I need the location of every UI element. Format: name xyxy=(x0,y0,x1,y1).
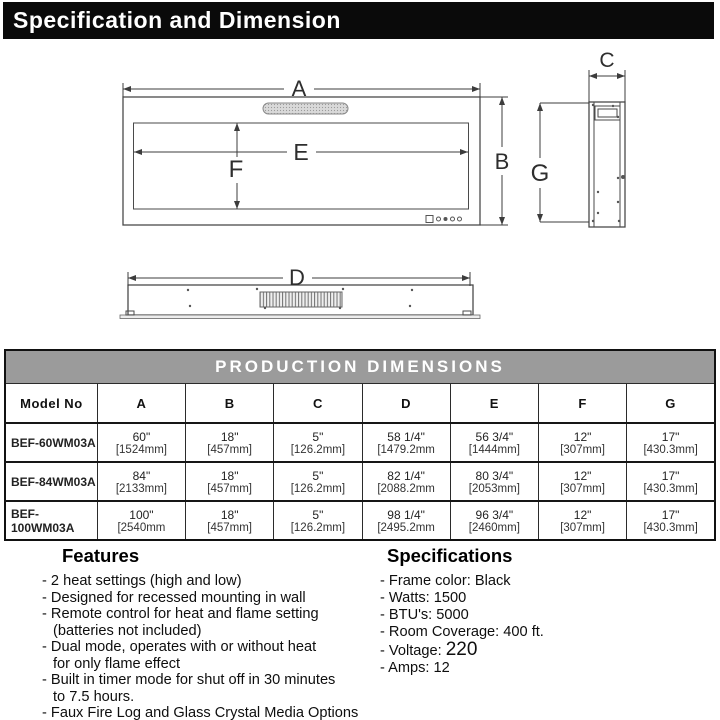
dim-cell: 84" [2133mm] xyxy=(97,462,185,501)
feature-item: - Designed for recessed mounting in wall xyxy=(42,589,306,606)
spec-item: - BTU's: 5000 xyxy=(380,607,469,623)
dim-label-F: F xyxy=(228,156,244,183)
dim-cell: 18" [457mm] xyxy=(186,501,274,540)
dim-cell: 96 3/4" [2460mm] xyxy=(450,501,538,540)
side-view xyxy=(589,102,625,227)
dim-cell: 60" [1524mm] xyxy=(97,423,185,462)
col-header-c: C xyxy=(274,384,362,424)
features-list xyxy=(42,573,380,720)
table-title-row xyxy=(5,350,715,384)
table-header-row xyxy=(5,384,715,424)
dim-label-B: B xyxy=(494,149,510,174)
spec-item: - Watts: 1500 xyxy=(380,590,467,606)
feature-item-continuation: for only flame effect xyxy=(53,655,181,672)
col-header-f: F xyxy=(538,384,626,424)
feature-item-continuation: (batteries not included) xyxy=(53,622,202,639)
dim-D xyxy=(128,265,470,290)
control-dot-icon xyxy=(437,217,441,221)
spec-item: - Frame color: Black xyxy=(380,573,511,589)
dim-cell: 18" [457mm] xyxy=(186,462,274,501)
col-header-a: A xyxy=(97,384,185,424)
dim-E xyxy=(134,139,468,165)
bottom-sections xyxy=(0,537,720,720)
dim-cell: 12" [307mm] xyxy=(538,462,626,501)
specifications-section xyxy=(380,537,720,720)
col-header-d: D xyxy=(362,384,450,424)
dim-label-D: D xyxy=(289,265,305,290)
production-dimensions-table xyxy=(4,349,716,541)
dim-cell: 82 1/4" [2088.2mm xyxy=(362,462,450,501)
spec-item: - Amps: 12 xyxy=(380,660,450,676)
specifications-list xyxy=(380,573,720,677)
dim-cell: 5" [126.2mm] xyxy=(274,462,362,501)
col-header-e: E xyxy=(450,384,538,424)
dim-cell: 80 3/4" [2053mm] xyxy=(450,462,538,501)
dim-cell: 18" [457mm] xyxy=(186,423,274,462)
dim-cell: 17" [430.3mm] xyxy=(627,423,715,462)
col-header-b: B xyxy=(186,384,274,424)
features-heading: Features xyxy=(62,545,140,566)
col-header-g: G xyxy=(627,384,715,424)
power-button-icon xyxy=(426,216,433,223)
side-vent xyxy=(595,106,620,120)
front-glass-outline xyxy=(134,123,469,209)
dim-label-E: E xyxy=(293,139,309,165)
table-row xyxy=(5,501,715,540)
features-section xyxy=(42,537,380,720)
specifications-heading: Specifications xyxy=(387,545,513,566)
bottom-vent-grille xyxy=(260,292,342,307)
spec-item-voltage: - Voltage: 220 xyxy=(380,639,478,660)
feature-item-continuation: to 7.5 hours. xyxy=(53,688,135,705)
dim-label-A: A xyxy=(291,76,307,101)
voltage-value: 220 xyxy=(445,639,478,660)
front-top-vent xyxy=(263,103,348,114)
table-title: PRODUCTION DIMENSIONS xyxy=(5,350,715,384)
table-row xyxy=(5,423,715,462)
dim-cell: 58 1/4" [1479.2mm xyxy=(362,423,450,462)
mounting-flange xyxy=(120,315,480,319)
dim-cell: 17" [430.3mm] xyxy=(627,501,715,540)
dim-label-C: C xyxy=(599,49,615,72)
control-dot-icon xyxy=(458,217,462,221)
dim-cell: 12" [307mm] xyxy=(538,423,626,462)
dim-cell: 5" [126.2mm] xyxy=(274,423,362,462)
model-number: BEF-100WM03A xyxy=(5,501,97,540)
dim-C xyxy=(589,49,625,102)
dim-cell: 12" [307mm] xyxy=(538,501,626,540)
control-dot-icon xyxy=(444,217,448,221)
feature-item: - 2 heat settings (high and low) xyxy=(42,573,242,589)
control-buttons xyxy=(426,216,462,223)
dim-B xyxy=(480,97,509,225)
dim-F xyxy=(229,123,244,209)
dim-cell: 100" [2540mm xyxy=(97,501,185,540)
model-number: BEF-84WM03A xyxy=(5,462,97,501)
dim-cell: 98 1/4" [2495.2mm xyxy=(362,501,450,540)
dim-cell: 17" [430.3mm] xyxy=(627,462,715,501)
control-dot-icon xyxy=(451,217,455,221)
page-title: Specification and Dimension xyxy=(13,7,341,33)
bottom-view xyxy=(120,285,480,319)
dim-label-G: G xyxy=(530,160,550,187)
table-row xyxy=(5,462,715,501)
dim-cell: 56 3/4" [1444mm] xyxy=(450,423,538,462)
dim-G xyxy=(531,103,589,222)
dim-cell: 5" [126.2mm] xyxy=(274,501,362,540)
side-vent-inner xyxy=(598,109,617,117)
model-number: BEF-60WM03A xyxy=(5,423,97,462)
spec-item: - Room Coverage: 400 ft. xyxy=(380,624,544,640)
feature-item: - Remote control for heat and flame setting xyxy=(42,606,319,622)
feature-item: - Built in timer mode for shut off in 30 minutes xyxy=(42,672,336,688)
feature-item: - Dual mode, operates with or without heat xyxy=(42,639,317,655)
dimension-diagram xyxy=(0,40,720,340)
col-header-model: Model No xyxy=(5,384,97,424)
feature-item: - Faux Fire Log and Glass Crystal Media Options xyxy=(42,705,359,720)
page-header-bar xyxy=(3,2,714,39)
